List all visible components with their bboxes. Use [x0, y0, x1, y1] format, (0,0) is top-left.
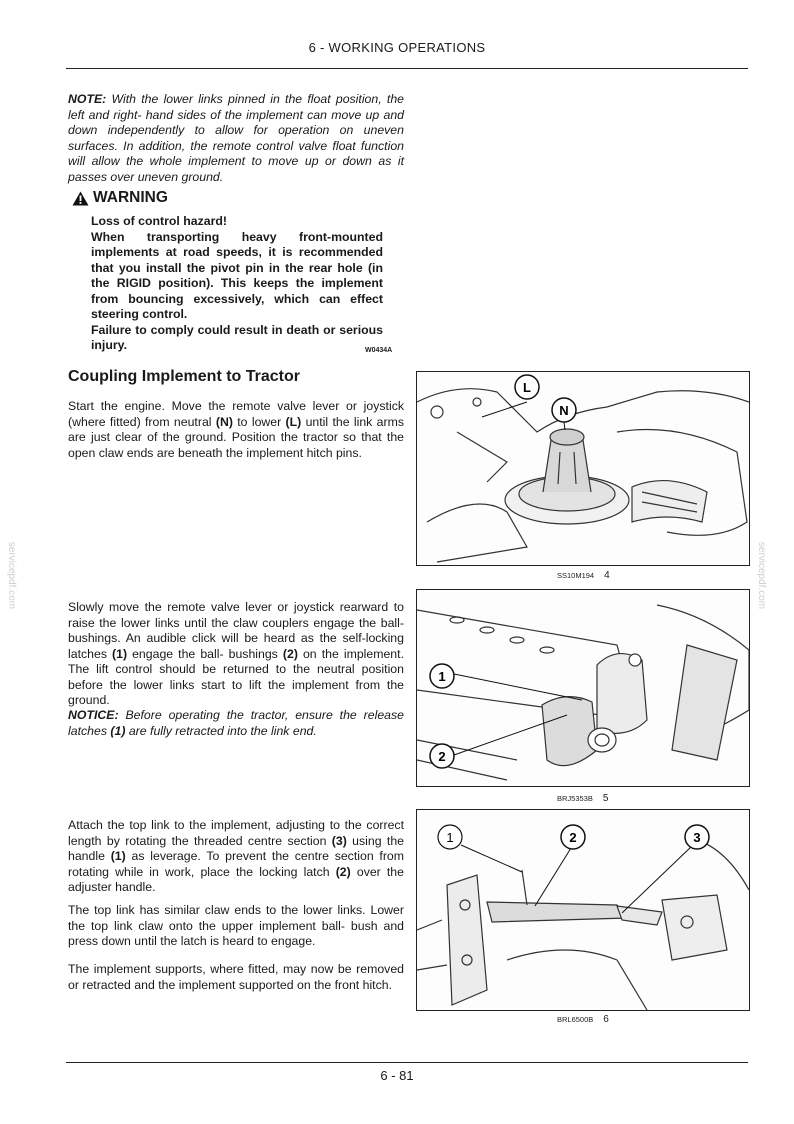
figure-6-caption: [557, 1014, 609, 1025]
figure-4-caption: [557, 570, 610, 581]
para2-bold-2: (2): [282, 646, 298, 661]
paragraph-implement-supports: The implement supports, where fitted, may now be removed or retracted and the implement supported on the front hitch.: [68, 962, 404, 992]
warning-title-text: WARNING: [93, 189, 168, 206]
para4-text-2: using the handle: [68, 833, 404, 863]
para4-bold-2: (1): [110, 849, 126, 863]
note-label: NOTE:: [68, 92, 107, 106]
warning-line-1: Loss of control hazard!: [91, 214, 227, 228]
callout-n-icon: [552, 398, 576, 422]
para4-bold-1: (3): [331, 833, 347, 848]
notice-label: NOTICE:: [68, 708, 119, 722]
callout-l-icon: [515, 375, 539, 399]
footer-rule: [66, 1062, 748, 1063]
svg-text:N: N: [559, 403, 569, 418]
figure-5-number: 5: [602, 793, 609, 804]
svg-text:2: 2: [438, 749, 446, 764]
figure-4-code: SS10M194: [557, 571, 595, 580]
svg-text:L: L: [523, 380, 531, 395]
figure-joystick: [416, 371, 750, 566]
para1-text-2: to lower: [232, 414, 286, 429]
warning-code: W0434A: [365, 347, 393, 354]
para1-bold-2: (L): [285, 414, 302, 429]
callout-3-icon: [685, 825, 709, 849]
svg-text:3: 3: [693, 830, 701, 845]
warning-line-3: Failure to comply could result in death or serious injury.: [91, 322, 383, 352]
warning-line-2: When transporting heavy front-mounted implements at road speeds, it is recommended that you install the pivot pin in the rear hole (in the RIGID position). This keeps the implement from bouncing excessively, which can effect steering control.: [91, 229, 383, 321]
para4-text-1: Attach the top link to the implement, adjusting to the correct length by rotating the threaded centre section: [68, 818, 404, 848]
para4-text-3: as leverage. To prevent the centre section from rotating while in work, place the locking latch: [68, 849, 405, 879]
watermark-left: servicepdf.com: [6, 541, 18, 610]
figure-6-number: 6: [603, 1014, 609, 1025]
para1-text-1: Start the engine. Move the remote valve lever or joystick (where fitted) from neutral: [68, 399, 404, 429]
figure-5-code: BRJ5353B: [557, 794, 593, 803]
para2-text-3: on the implement. The lift control should be returned to the neutral position before the lower links start to lift the implement from the ground.: [68, 646, 404, 707]
svg-text:1: 1: [438, 669, 446, 684]
notice-text-1: Before operating the tractor, ensure the release latches: [68, 708, 404, 738]
figure-claw-coupler: [416, 589, 750, 787]
callout-2-icon: [561, 825, 585, 849]
callout-1-icon: [430, 664, 454, 688]
page-number: 6 - 81: [380, 1068, 414, 1083]
header-rule: [66, 68, 748, 69]
warning-title: [72, 189, 168, 207]
para4-text-4: over the adjuster handle.: [68, 864, 404, 894]
paragraph-top-link: [68, 818, 404, 896]
figure-4-number: 4: [604, 570, 610, 581]
para1-bold-1: (N): [215, 414, 233, 429]
note-paragraph: [68, 92, 404, 185]
section-title: Coupling Implement to Tractor: [68, 368, 301, 385]
notice-bold-1: (1): [110, 723, 126, 738]
note-text: With the lower links pinned in the float position, the left and right- hand sides of the implement can move up and down independently to allow for operation on uneven surfaces. In addition, the remote control valve float function will allow the whole implement to move up or down as it passes over uneven ground.: [68, 92, 404, 184]
page-header: 6 - WORKING OPERATIONS: [308, 40, 486, 55]
notice-text-2: are fully retracted into the link end.: [125, 723, 317, 738]
figure-6-code: BRL6500B: [557, 1015, 594, 1024]
para2-bold-1: (1): [112, 646, 128, 661]
figure-top-link: [416, 809, 750, 1011]
callout-2-icon: [430, 744, 454, 768]
paragraph-start-engine: [68, 399, 404, 461]
notice-paragraph: [68, 708, 404, 739]
svg-text:1: 1: [446, 830, 454, 845]
svg-text:2: 2: [569, 830, 577, 845]
paragraph-raise-links: [68, 600, 404, 709]
para1-text-3: until the link arms are just clear of the ground. Position the tractor so that the open claw ends are beneath the implement hitch pins.: [68, 414, 404, 460]
watermark-right: servicepdf.com: [756, 541, 768, 610]
para4-bold-3: (2): [335, 864, 351, 879]
paragraph-claw-ends: The top link has similar claw ends to the lower links. Lower the top link claw onto the upper implement ball- bush and press down until the latch is heard to engage.: [68, 903, 404, 948]
callout-1-icon: [438, 825, 462, 849]
warning-triangle-icon: [72, 191, 89, 206]
warning-body: [91, 214, 383, 354]
para2-text-2: engage the ball- bushings: [127, 646, 283, 661]
para2-text-1: Slowly move the remote valve lever or joystick rearward to raise the lower links until the claw couplers engage the ball- bushings. An audible click will be heard as the self-locking latches: [68, 600, 404, 661]
figure-5-caption: [557, 793, 608, 804]
